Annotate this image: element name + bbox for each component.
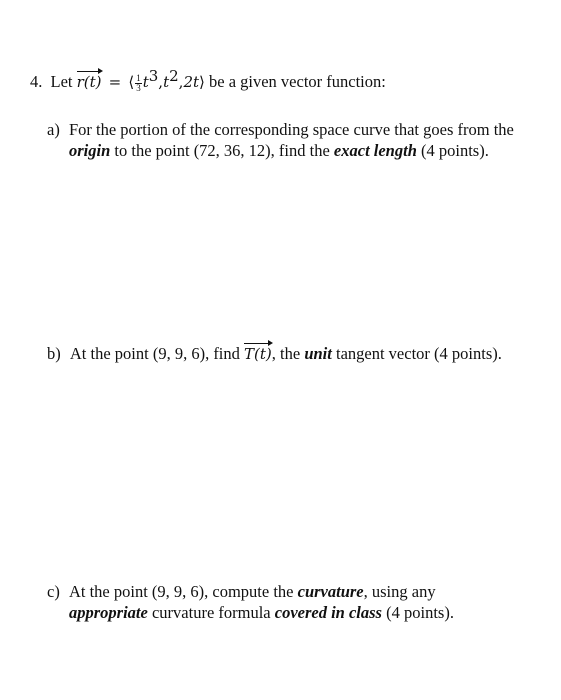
part-c-text-2: , using any (363, 582, 436, 601)
equals-sign: = (108, 73, 122, 91)
part-a-text-2: to the point (72, 36, 12), find the (114, 141, 330, 160)
open-angle-bracket: ⟨ (128, 73, 135, 91)
part-a-label: a) (47, 120, 60, 139)
unit-tangent-vector: T(t) (244, 345, 272, 363)
part-b-label: b) (47, 344, 61, 363)
part-c-line-2 (69, 603, 454, 623)
origin-emphasis: origin (69, 141, 111, 160)
component-1-base: t (142, 73, 149, 91)
component-3: 2t (183, 73, 200, 91)
fraction-numerator: 1 (136, 72, 141, 83)
part-b-text-1: At the point (9, 9, 6), find (69, 344, 240, 363)
separator-2: , (178, 73, 184, 91)
problem-tail-text: be a given vector function: (209, 72, 386, 91)
one-third-fraction (135, 74, 142, 93)
part-c-line-1 (47, 582, 436, 602)
appropriate-emphasis: appropriate (69, 603, 148, 622)
curvature-emphasis: curvature (297, 582, 364, 601)
component-2-base: t (163, 73, 170, 91)
part-a-points: (4 points). (421, 141, 489, 160)
part-a-line-2 (69, 141, 489, 161)
part-b-text-3: tangent vector (4 points). (335, 344, 502, 363)
part-c-label: c) (47, 582, 60, 601)
part-a-text-1: For the portion of the corresponding space curve that goes from the (68, 120, 514, 139)
part-c-text-3: curvature formula (151, 603, 271, 622)
component-1-exponent: 3 (148, 67, 159, 85)
fraction-denominator: 3 (136, 82, 141, 93)
part-a-line-1 (47, 120, 514, 140)
part-b-line (47, 344, 502, 364)
covered-in-class-emphasis: covered in class (274, 603, 382, 622)
let-word: Let (50, 72, 73, 91)
separator-1: , (158, 73, 164, 91)
part-c-points: (4 points). (386, 603, 454, 622)
exact-length-emphasis: exact length (333, 141, 417, 160)
component-2-exponent: 2 (169, 67, 179, 85)
problem-statement (30, 67, 386, 93)
unit-emphasis: unit (304, 344, 332, 363)
part-c-text-1: At the point (9, 9, 6), compute the (68, 582, 294, 601)
close-angle-bracket: ⟩ (199, 73, 205, 91)
vector-function-name: r(t) (76, 73, 102, 91)
problem-number: 4. (30, 72, 43, 91)
part-b-text-2: , the (271, 344, 301, 363)
